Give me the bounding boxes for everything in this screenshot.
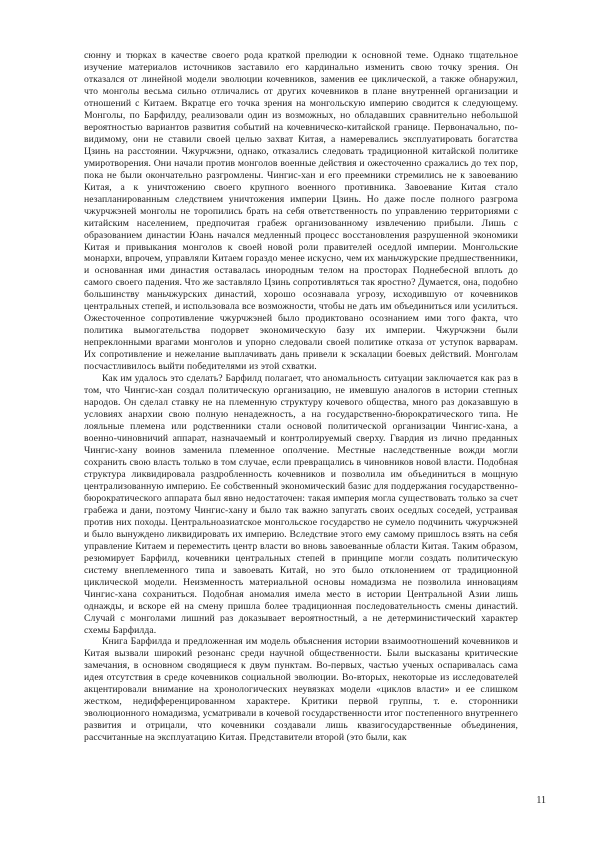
paragraph: Книга Барфилда и предложенная им модель объяснения истории взаимоотношений кочевников и Китая вызвали широкий резонанс среди научной общественности. Были высказаны критические замечания, в основном сводящиеся к двум пунктам. Во-первых, частью ученых оспаривалась сама идея отсутствия в среде кочевников социальной эволюции. Во-вторых, некоторые из исследователей акцентировали внимание на хронологических неувязках модели «циклов власти» и ее слишком жестком, недифференцированном характере. Критики первой группы, т. е. сторонники эволюционного номадизма, усматривали в кочевой государственности итог постепенного внутреннего развития и отрицали, что кочевники создавали лишь квазигосударственные объединения, рассчитанные на эксплуатацию Китая. Представители второй (это были, как: [84, 636, 518, 744]
page-number: 11: [536, 795, 546, 806]
text-block: [84, 50, 518, 744]
paragraph: сюнну и тюрках в качестве своего рода краткой прелюдии к основной теме. Однако тщательное изучение материалов источников заставило его кардинально изменить свою точку зрения. Он отказался от линейной модели эволюции кочевников, заменив ее циклической, а также обнаружил, что монголы весьма сильно отличались от других кочевников в плане внутренней организации и отношений с Китаем. Вкратце его точка зрения на монгольскую империю сводится к следующему. Монголы, по Барфилду, реализовали один из возможных, но обладавших сравнительно небольшой вероятностью вариантов развития событий на кочевническо-китайской границе. Первоначально, по-видимому, они не ставили своей целью захват Китая, а намеревались эксплуатировать богатства Цзинь на расстоянии. Чжурчжэни, однако, отказались следовать традиционной китайской политике умиротворения. Они начали против монголов военные действия и ожесточенно сражались до тех пор, пока не были окончательно разгромлены. Чингис-хан и его преемники стремились не к завоеванию Китая, а к уничтожению своего крупного военного противника. Завоевание Китая стало незапланированным следствием уничтожения империи Цзинь. Но даже после полного разгрома чжурчжэней монголы не торопились брать на себя ответственность по управлению территориями с китайским населением, предпочитая грабеж организованному извлечению прибыли. Лишь с образованием династии Юань начался медленный процесс восстановления разрушенной экономики Китая и привыкания монголов к своей новой роли правителей оседлой империи. Монгольские монархи, впрочем, управляли Китаем гораздо менее искусно, чем их маньчжурские предшественники, и основанная ими династия оставалась инородным телом на просторах Поднебесной вплоть до самого своего падения. Что же заставляло Цзинь сопротивляться так яростно? Думается, она, подобно большинству маньчжурских династий, хорошо осознавала угрозу, исходившую от кочевников центральных степей, и использовала все возможности, чтобы не дать им объединиться или усилиться. Ожесточенное сопротивление чжурчжэней было продиктовано осознанием ими того факта, что политика вымогательства подорвет экономическую базу их империи. Чжурчжэни были непреклонными врагами монголов и упорно следовали своей политике отказа от уступок варварам. Их сопротивление и нежелание выплачивать дань привели к эскалации боевых действий. Монголам посчастливилось выйти победителями из этой схватки.: [84, 50, 518, 373]
paragraph: Как им удалось это сделать? Барфилд полагает, что аномальность ситуации заключается как раз в том, что Чингис-хан создал политическую организацию, не имевшую аналогов в истории степных народов. Он сделал ставку не на племенную структуру кочевого общества, много раз доказавшую в условиях анархии свою полную ненадежность, а на государственно-бюрократического типа. Не лояльные племена или родственники стали основой политической организации Чингис-хана, а военно-чиновничий аппарат, назначаемый и контролируемый сверху. Гвардия из лично преданных Чингис-хану воинов заменила племенное ополчение. Местные наследственные вожди могли сохранить свою власть только в том случае, если превращались в чиновников новой власти. Подобная структура ликвидировала раздробленность кочевников и позволила им объединиться в мощную централизованную империю. Ее собственный экономический базис для поддержания государственно-бюрократического аппарата был явно недостаточен: такая империя могла существовать только за счет грабежа и дани, поэтому Чингис-хану и было так важно запугать своих оседлых соседей, устраивая против них походы. Центральноазиатское монгольское государство не сумело подчинить чжурчжэней и было вынуждено ликвидировать их империю. Вследствие этого ему самому пришлось взять на себя управление Китаем и переместить центр власти во вновь завоеванные области Китая. Таким образом, резюмирует Барфилд, кочевники центральных степей в принципе могли создать политическую систему внеплеменного типа и завоевать Китай, но это было отклонением от традиционной циклической модели. Неизменность материальной основы номадизма не позволила инновациям Чингис-хана сохраниться. Подобная аномалия имела место в истории Центральной Азии лишь однажды, и вскоре ей на смену пришла более традиционная последовательность смены династий. Случай с монголами лишний раз доказывает вероятностный, а не детерминистический характер схемы Барфилда.: [84, 373, 518, 636]
